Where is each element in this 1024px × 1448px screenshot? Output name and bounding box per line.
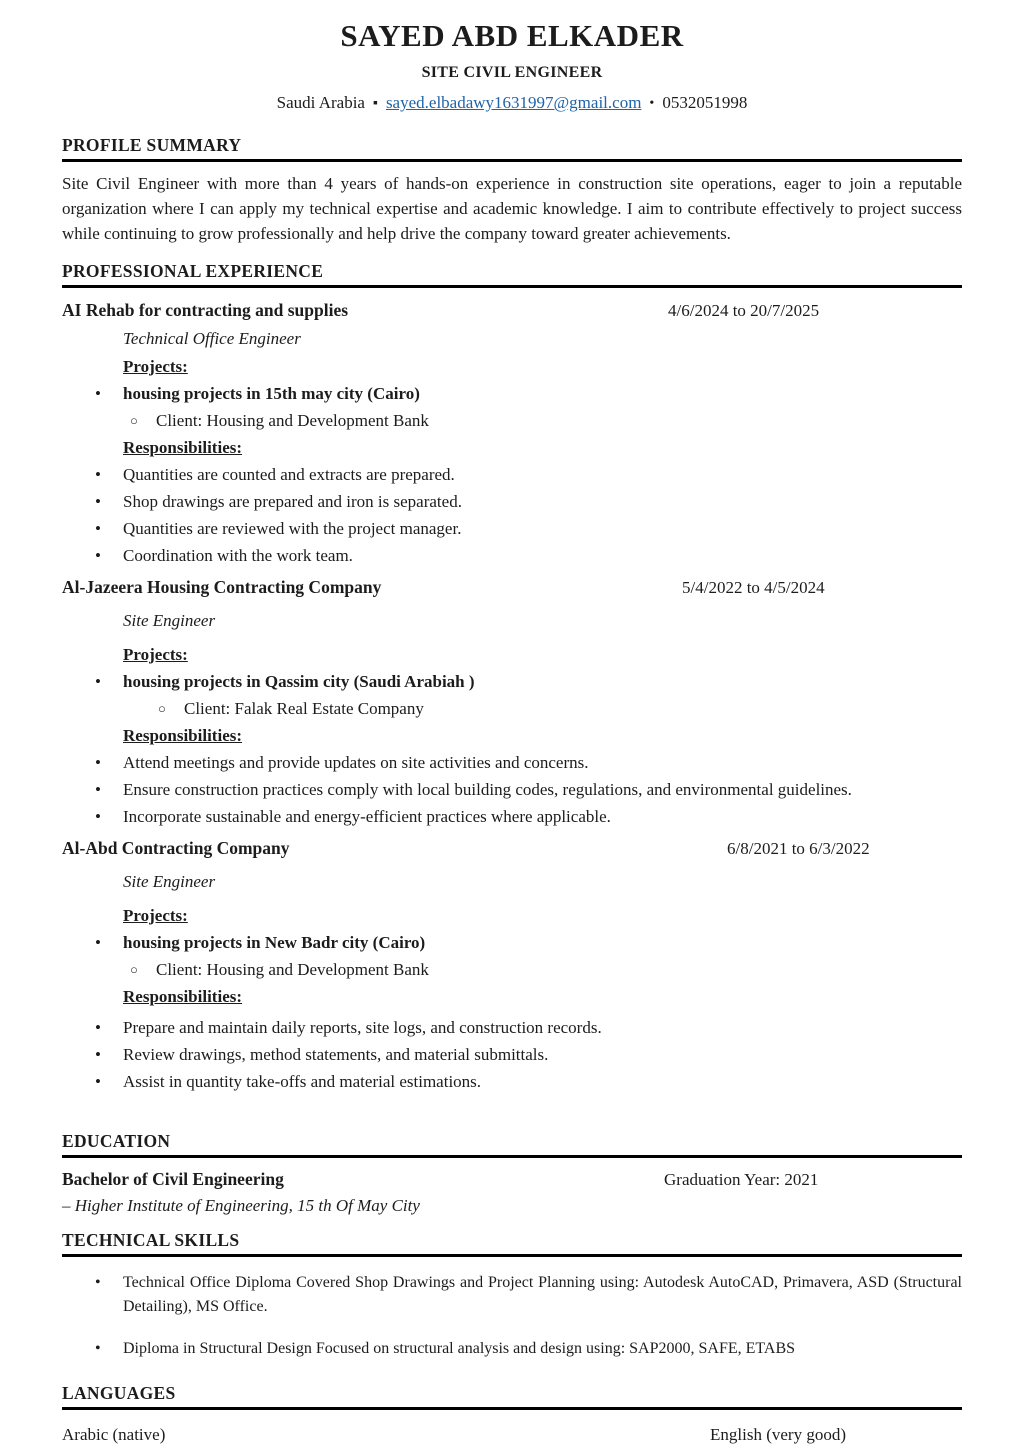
language-english: English (very good) <box>710 1425 846 1444</box>
job-header <box>62 837 962 860</box>
location-text: Saudi Arabia <box>276 93 365 112</box>
project-item <box>62 671 962 693</box>
responsibility-text: Ensure construction practices comply with local building codes, regulations, and environmental guidelines. <box>123 780 852 799</box>
job-company: Al-Jazeera Housing Contracting Company <box>62 577 382 597</box>
job-entry <box>62 576 962 828</box>
project-text: housing projects in Qassim city (Saudi Arabiah ) <box>123 672 475 691</box>
job-company: Al-Abd Contracting Company <box>62 838 290 858</box>
job-company: AI Rehab for contracting and supplies <box>62 300 349 320</box>
responsibilities-label: Responsibilities: <box>123 726 243 745</box>
technical-skills-heading: TECHNICAL SKILLS <box>62 1230 962 1257</box>
job-entry <box>62 837 962 1093</box>
responsibility-text: Review drawings, method statements, and material submittals. <box>123 1045 549 1064</box>
client-text: Client: Falak Real Estate Company <box>184 699 424 718</box>
responsibility-text: Quantities are counted and extracts are prepared. <box>123 465 455 484</box>
job-headline: SITE CIVIL ENGINEER <box>421 64 603 81</box>
circle-bullet-icon: ○ <box>158 701 166 716</box>
section-professional-experience <box>62 261 962 1093</box>
projects-label: Projects: <box>123 357 188 376</box>
bullet-icon: • <box>95 807 101 826</box>
languages-row <box>62 1425 962 1445</box>
responsibility-text: Prepare and maintain daily reports, site logs, and construction records. <box>123 1018 602 1037</box>
skill-text: Technical Office Diploma Covered Shop Drawings and Project Planning using: Autodesk AutoCAD, Primavera, ASD (Structural Detailing), MS Office. <box>123 1274 962 1315</box>
bullet-icon: • <box>95 465 101 484</box>
contact-line <box>62 93 962 113</box>
bullet-icon: • <box>95 1274 101 1291</box>
job-header <box>62 299 962 322</box>
job-title: Technical Office Engineer <box>123 329 301 348</box>
graduation-year: Graduation Year: 2021 <box>664 1170 819 1189</box>
bullet-icon: • <box>95 1340 101 1357</box>
client-text: Client: Housing and Development Bank <box>156 960 429 979</box>
job-title: Site Engineer <box>123 611 216 630</box>
bullet-icon: • <box>95 753 101 772</box>
experience-heading: PROFESSIONAL EXPERIENCE <box>62 261 962 288</box>
bullet-icon: • <box>95 546 101 565</box>
project-item <box>62 383 962 405</box>
bullet-icon: • <box>95 1045 101 1064</box>
client-item <box>62 410 962 432</box>
section-education <box>62 1131 962 1216</box>
email-link[interactable]: sayed.elbadawy1631997@gmail.com <box>385 93 642 112</box>
skill-text: Diploma in Structural Design Focused on structural analysis and design using: SAP2000, SAFE, ETABS <box>123 1340 796 1357</box>
job-entry <box>62 299 962 567</box>
education-heading: EDUCATION <box>62 1131 962 1158</box>
responsibilities-label: Responsibilities: <box>123 987 243 1006</box>
responsibility-item <box>62 518 962 540</box>
circle-bullet-icon: ○ <box>130 413 138 428</box>
language-arabic: Arabic (native) <box>62 1425 166 1444</box>
skill-item <box>62 1271 962 1319</box>
responsibility-text: Attend meetings and provide updates on site activities and concerns. <box>123 753 589 772</box>
bullet-icon: • <box>95 384 101 403</box>
responsibility-item <box>62 779 962 801</box>
bullet-icon: • <box>95 672 101 691</box>
responsibilities-label: Responsibilities: <box>123 438 243 457</box>
responsibility-text: Shop drawings are prepared and iron is separated. <box>123 492 462 511</box>
client-item <box>62 698 962 720</box>
bullet-icon: • <box>95 780 101 799</box>
bullet-icon: • <box>95 933 101 952</box>
skill-item <box>62 1337 962 1361</box>
projects-label: Projects: <box>123 645 188 664</box>
responsibility-text: Coordination with the work team. <box>123 546 353 565</box>
bullet-icon: • <box>95 492 101 511</box>
page-title: SAYED ABD ELKADER <box>340 18 684 53</box>
projects-label: Projects: <box>123 906 188 925</box>
bullet-icon: • <box>95 1018 101 1037</box>
bullet-icon: • <box>95 519 101 538</box>
responsibility-text: Assist in quantity take-offs and material estimations. <box>123 1072 482 1091</box>
responsibility-item <box>62 545 962 567</box>
section-profile-summary <box>62 135 962 246</box>
responsibility-item <box>62 491 962 513</box>
project-text: housing projects in New Badr city (Cairo) <box>123 933 426 952</box>
profile-summary-text: Site Civil Engineer with more than 4 years of hands-on experience in construction site operations, eager to join a reputable organization where I can apply my technical expertise and academic knowledge. I aim to contribute effectively to project success while continuing to grow professionally and help drive the company toward greater achievements. <box>62 174 962 243</box>
separator-square-icon: ▪ <box>372 96 378 111</box>
education-entry <box>62 1169 962 1190</box>
job-header <box>62 576 962 599</box>
responsibility-text: Incorporate sustainable and energy-efficient practices where applicable. <box>123 807 611 826</box>
responsibility-text: Quantities are reviewed with the project manager. <box>123 519 462 538</box>
responsibility-item <box>62 806 962 828</box>
project-text: housing projects in 15th may city (Cairo) <box>123 384 420 403</box>
responsibility-item <box>62 1071 962 1093</box>
responsibility-item <box>62 1044 962 1066</box>
section-technical-skills <box>62 1230 962 1361</box>
job-dates: 5/4/2022 to 4/5/2024 <box>682 578 825 597</box>
profile-summary-heading: PROFILE SUMMARY <box>62 135 962 162</box>
circle-bullet-icon: ○ <box>130 962 138 977</box>
institute-text: – Higher Institute of Engineering, 15 th Of May City <box>62 1196 420 1215</box>
separator-dot-icon: • <box>649 96 655 111</box>
languages-heading: LANGUAGES <box>62 1383 962 1410</box>
job-dates: 4/6/2024 to 20/7/2025 <box>668 301 820 320</box>
responsibility-item <box>62 464 962 486</box>
responsibility-item <box>62 1017 962 1039</box>
degree-text: Bachelor of Civil Engineering <box>62 1169 284 1189</box>
client-text: Client: Housing and Development Bank <box>156 411 429 430</box>
phone-text: 0532051998 <box>662 93 748 112</box>
client-item <box>62 959 962 981</box>
job-dates: 6/8/2021 to 6/3/2022 <box>727 839 870 858</box>
bullet-icon: • <box>95 1072 101 1091</box>
project-item <box>62 932 962 954</box>
section-languages <box>62 1383 962 1445</box>
responsibility-item <box>62 752 962 774</box>
job-title: Site Engineer <box>123 872 216 891</box>
